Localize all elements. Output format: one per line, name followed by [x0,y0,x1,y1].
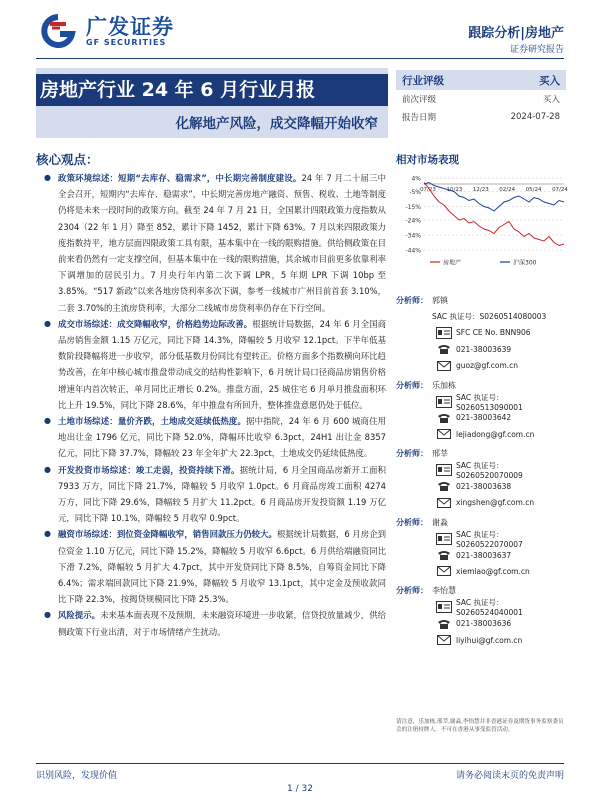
logo-chinese-name: 广发证券 [86,14,174,39]
viewpoint-heading: 风险提示。 [58,610,101,621]
y-tick-label: -15% [405,204,421,211]
viewpoint-risk [44,607,386,639]
email-icon [432,498,456,508]
email-icon [432,635,456,645]
analyst-name: 谢淼 [432,517,448,527]
analyst-card [396,446,568,512]
y-tick-label: -44% [405,247,421,255]
analyst-email[interactable]: xingshen@gf.com.cn [456,498,535,508]
viewpoint-policy [44,170,386,316]
analyst-card [396,514,568,580]
id-card-icon [432,327,456,339]
phone-icon [432,480,456,492]
id-card-icon [432,464,456,476]
viewpoint-investment [44,462,386,527]
phone-icon [432,412,456,424]
series-line-1 [424,183,564,246]
analyst-label: 分析师： [396,380,428,390]
legend-label: 房地产 [443,259,462,267]
x-tick-label: 07/23 [420,187,436,193]
x-tick-label: 12/23 [472,187,489,193]
rating-header-value: 买入 [539,74,560,87]
x-tick-label: 10/23 [446,187,463,193]
analyst-phone: 021-38003639 [456,344,512,354]
analyst-label: 分析师： [396,295,428,305]
phone-icon [432,343,456,355]
analyst-label: 分析师： [396,586,428,596]
analyst-phone: 021-38003638 [456,481,512,491]
footer-divider [36,763,564,764]
analyst-card [396,377,568,443]
core-viewpoints-title: 核心观点： [36,152,99,167]
id-card-icon [432,601,456,613]
analyst-name: 李怡慧 [432,586,456,596]
legend-label: 沪深300 [513,259,537,267]
logo-english-name: GF SECURITIES [86,37,167,47]
viewpoint-financing [44,526,386,607]
viewpoint-body: 据中指院，24 年 6 月 600 城商住用地出让金 1796 亿元，同比下降 52.0%，降幅环比收窄 6.3pct，24H1 出让金 8357 亿元，同比下降 37.7%，降幅较 23 年全年扩大 22.3pct，土地成交仍延续低热度。 [58,416,387,459]
core-viewpoints-list [44,170,386,640]
viewpoint-heading: 政策环境综述：短期“去库存、稳需求”，中长期完善制度建设。 [58,173,302,183]
email-icon [432,361,456,371]
y-tick-label: -34% [405,232,421,240]
analyst-card [396,583,568,649]
report-subtitle: 证券研究报告 [509,45,564,55]
footer-slogan: 识别风险，发现价值 [36,771,118,781]
rating-row-label: 前次评级 [402,95,437,105]
analyst-phone: 021-38003642 [456,413,512,423]
analyst-email[interactable]: xiemiao@gf.com.cn [456,566,530,576]
viewpoint-body: 据统计局，6 月全国商品房新开工面积 7933 万方，同比下降 21.7%，降幅较 5 月收窄 1.0pct。6 月商品房竣工面积 4274 万方，同比下降 29.6%，降幅较 5 月扩大 11.2pct。6 月商品房开发投资额 1.19 万亿元，同比下降 10.1%，降幅较 5 月收窄 0.9pct。 [58,464,386,524]
report-type: 跟踪分析|房地产 [468,26,564,41]
viewpoint-body: 未来基本面表现不及预期，未来融资环境进一步收紧，信贷投放量减少，供给侧政策下行业出清，对于市场情绪产生扰动。 [58,610,387,637]
rating-row-value: 2024-07-28 [510,112,560,122]
rating-row-previous [396,90,566,108]
gf-logo-icon [36,14,80,48]
viewpoint-body: 根据统计局数据，6 月房企到位资金 1.10 万亿元，同比下降 15.2%，降幅较 5 月收窄 6.6pct。6 月供给端融资同比下滑 7.2%，降幅较 5 月扩大 4.7pct，其中开发贷同比下降 8.5%，自筹资金同比下降 6.4%；需求端回款同比下降 21.9%，降幅较 5 月收窄 13.1pct，其中定金及预收款同比下降 22.3%，按揭贷规模同比下降 25.3%。 [58,529,386,605]
analyst-sfc: SFC CE No. BNN906 [456,328,531,338]
rating-row-label: 报告日期 [402,113,437,123]
analyst-name: 郭镇 [432,295,448,305]
x-tick-label: 02/24 [499,187,516,193]
report-headline: 化解地产风险，成交降幅开始收窄 [175,116,378,132]
id-card-icon [432,396,456,408]
industry-rating-panel [396,70,566,126]
relative-performance-title: 相对市场表现 [396,154,459,166]
viewpoint-body: 根据统计局数据，24 年 6 月全国商品房销售金额 1.15 万亿元，同比下降 14.3%，降幅较 5 月收窄 12.1pct。下半年低基数阶段降幅将进一步收窄，部分低基数月份同比有望转正。价格方面多个指数横向环比趋势改善，在年中核心城市推盘带动成交的结构性影响下，6 月统计局口径商品房销售价格增速年内首次转正，单月同比正增长 0.2%。推盘方面，25 城住宅 6 月单月推盘面积环比上升 19.5%，同比下降 28.6%，年中推盘有所回升，整体推盘意愿仍处于低位。 [58,318,386,410]
header-divider [36,58,564,59]
analyst-sac: SAC 执证号：S0260514080003 [432,312,547,322]
analyst-name: 乐加栋 [432,380,456,390]
rating-header [396,70,566,90]
y-tick-label: -5% [409,189,421,196]
analyst-label: 分析师： [396,449,428,459]
title-block [36,68,388,138]
viewpoint-heading: 成交市场综述：成交降幅收窄，价格趋势边际改善。 [58,318,253,329]
viewpoint-land [44,413,386,462]
analyst-label: 分析师： [396,517,428,527]
analyst-list [396,292,568,651]
analyst-sac: SAC 执证号：S0260522070007 [456,529,523,549]
id-card-icon [432,533,456,545]
rating-row-date [396,108,566,126]
analyst-sac: SAC 执证号：S0260524040001 [456,598,523,618]
analyst-phone: 021-38003636 [456,619,512,629]
x-tick-label: 07/24 [552,187,568,193]
page-number: 1 / 32 [287,784,313,794]
analyst-email[interactable]: liyihui@gf.com.cn [456,635,523,645]
analyst-phone: 021-38003637 [456,550,512,560]
report-title: 房地产行业 24 年 6 月行业月报 [36,74,388,106]
email-icon [432,429,456,439]
y-tick-label: -24% [405,217,421,225]
analyst-email[interactable]: guoz@gf.com.cn [456,361,519,371]
analyst-email[interactable]: lejiadong@gf.com.cn [456,429,535,439]
phone-icon [432,618,456,630]
x-tick-label: 05/24 [525,187,542,193]
viewpoint-body: 24 年 7 月二十届三中全会召开，短期内“去库存、稳需求”，中长期完善房地产融资、预售、税收、土地等制度仍将是未来一段时间的政策方向。截至 24 年 7 月 21 日，全国累计四限政策力度指数从 2304（22 年 1 月）降至 852，累计下降 1452，累计下降 63%。7 月以来四限政策力度指数持平，地方层面四限政策工具有限，基本集中在一线的限购措施。供给侧政策在目前来看仍然有一定支撑空间，但基本集中在一线的限购措施，其余城市目前更多依靠利率下调增加的居民引力。7 月央行年内第二次下调 LPR，5 年期 LPR 下调 10bp 至 3.85%。“517 新政”以来各地房贷利率多次下调，参考一线城市广州目前首套 3.10%，二套 3.70%的主流房贷利率，大部分二线城市房贷利率仍存在下行空间。 [58,173,386,313]
company-logo [36,14,174,48]
analyst-sac: SAC 执证号：S0260520070009 [456,461,523,481]
viewpoint-heading: 融资市场综述：到位资金降幅收窄，销售回款压力仍较大。 [58,529,277,540]
analyst-sac: SAC 执证号：S0260513090001 [456,392,523,412]
rating-header-label: 行业评级 [402,74,444,87]
chart-svg [396,170,568,270]
phone-icon [432,549,456,561]
analyst-name: 邢莘 [432,449,448,459]
viewpoint-transactions [44,316,386,413]
email-icon [432,566,456,576]
rating-row-value: 买入 [542,95,560,105]
viewpoint-heading: 土地市场综述：量价齐跌，土地成交延续低热度。 [58,416,247,427]
footer-disclaimer-link[interactable]: 请务必阅读末页的免责声明 [455,771,564,781]
relative-performance-chart [396,170,568,270]
y-tick-label: 4% [411,175,421,183]
analyst-card [396,292,568,374]
analyst-footnote: 请注意，乐加栋,邢莘,谢淼,李怡慧并非香港证券及期货事务监察委员会的注册持牌人，不可在香港从事受监管活动。 [396,719,564,733]
viewpoint-heading: 开发投资市场综述：竣工走弱，投资持续下滑。 [58,464,240,475]
